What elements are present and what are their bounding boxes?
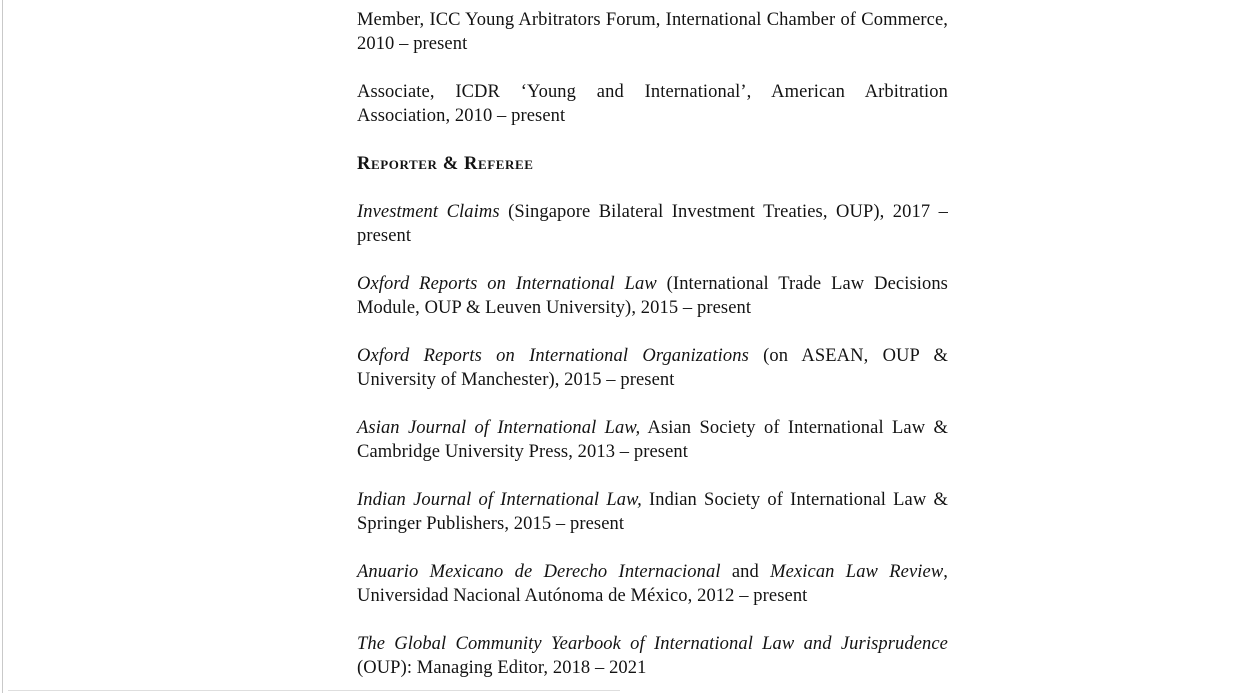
membership-icdr-young-international-segment-0: Associate, ICDR ‘Young and International’, American Arbitration Association, 2010 – present <box>357 82 948 126</box>
role-indian-journal-international-law-segment-0: Indian Journal of International Law, <box>357 490 642 510</box>
role-oxford-reports-international-law-segment-0: Oxford Reports on International Law <box>357 274 657 294</box>
role-asian-journal-international-law-segment-1: Asian Society of International Law & Cambridge University Press, 2013 – present <box>357 418 948 462</box>
membership-icc-young-arbitrators <box>357 8 948 56</box>
role-oxford-reports-international-organizations-segment-0: Oxford Reports on International Organizations <box>357 346 749 366</box>
section-heading-reporter-referee: Reporter & Referee <box>357 154 534 174</box>
role-oxford-reports-international-law <box>357 272 948 320</box>
role-investment-claims <box>357 200 948 248</box>
role-global-community-yearbook <box>357 632 948 680</box>
role-investment-claims-segment-1: (Singapore Bilateral Investment Treaties, OUP), 2017 – present <box>357 202 949 246</box>
cv-text-column <box>357 8 948 680</box>
role-oxford-reports-international-organizations-segment-1: (on ASEAN, OUP & University of Manchester), 2015 – present <box>357 346 948 390</box>
role-anuario-mexicano-mexican-law-review <box>357 560 948 608</box>
role-asian-journal-international-law <box>357 416 948 464</box>
role-asian-journal-international-law-segment-0: Asian Journal of International Law, <box>357 418 641 438</box>
role-anuario-mexicano-mexican-law-review-segment-3: , Universidad Nacional Autónoma de México, 2012 – present <box>357 562 949 606</box>
role-oxford-reports-international-organizations <box>357 344 948 392</box>
page-left-edge-line <box>2 0 3 693</box>
role-anuario-mexicano-mexican-law-review-segment-1: and <box>720 562 771 582</box>
role-indian-journal-international-law-segment-1: Indian Society of International Law & Springer Publishers, 2015 – present <box>357 490 948 534</box>
role-indian-journal-international-law <box>357 488 948 536</box>
role-global-community-yearbook-segment-0: The Global Community Yearbook of International Law and Jurisprudence <box>357 634 948 654</box>
role-anuario-mexicano-mexican-law-review-segment-2: Mexican Law Review <box>770 562 944 582</box>
role-global-community-yearbook-segment-1: (OUP): Managing Editor, 2018 – 2021 <box>357 658 647 678</box>
page-bottom-edge-line <box>8 690 620 691</box>
membership-icdr-young-international <box>357 80 948 128</box>
role-anuario-mexicano-mexican-law-review-segment-0: Anuario Mexicano de Derecho Internacional <box>357 562 721 582</box>
role-investment-claims-segment-0: Investment Claims <box>357 202 500 222</box>
membership-icc-young-arbitrators-segment-0: Member, ICC Young Arbitrators Forum, International Chamber of Commerce, 2010 – present <box>357 10 948 54</box>
role-oxford-reports-international-law-segment-1: (International Trade Law Decisions Module, OUP & Leuven University), 2015 – present <box>357 274 948 318</box>
